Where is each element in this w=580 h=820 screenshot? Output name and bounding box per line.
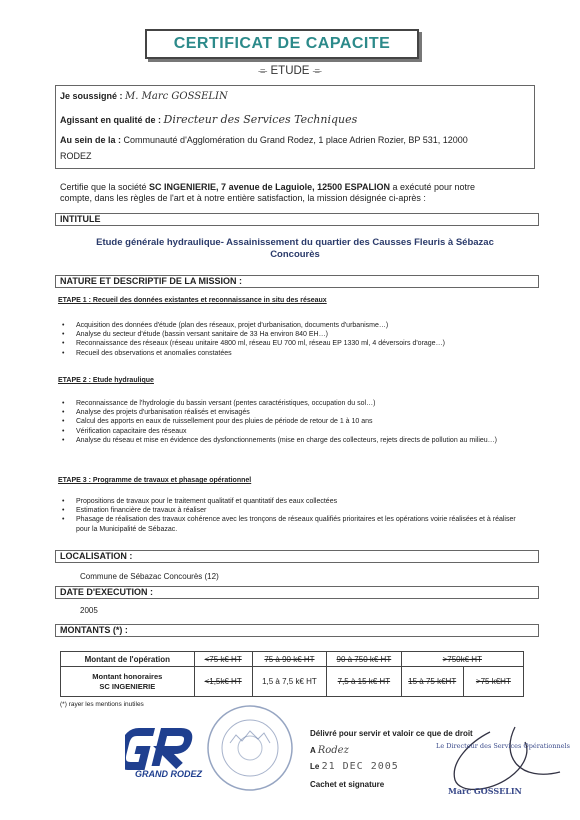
montants-heading: MONTANTS (*) :	[55, 624, 539, 637]
list-item: • Acquisition des données d'étude (plan des réseaux, projet d'urbanisation, documents d'urbanisme…)	[60, 321, 525, 330]
operation-label: Montant de l'opération	[61, 652, 195, 667]
etape2-list	[60, 399, 525, 445]
soussigne-value: M. Marc GOSSELIN	[125, 91, 228, 102]
qualite-value: Directeur des Services Techniques	[163, 113, 358, 126]
intitule-line1: Etude générale hydraulique- Assainissement du quartier des Causses Fleuris à Sébazac	[96, 237, 494, 248]
delivre-text: Délivré pour servir et valoir ce que de droit	[310, 729, 473, 738]
ornament-left-icon: ⌯	[258, 65, 271, 77]
intitule-heading: INTITULE	[55, 213, 539, 226]
qualite-label: Agissant en qualité de :	[60, 115, 162, 125]
certify-post: a exécuté pour notre	[389, 182, 476, 192]
nature-heading: NATURE ET DESCRIPTIF DE LA MISSION :	[55, 275, 539, 288]
cachet-label: Cachet et signature	[310, 780, 385, 789]
sein-value-2: RODEZ	[60, 151, 92, 161]
intitule-line2: Concourès	[270, 249, 320, 260]
date-value: 2005	[80, 606, 98, 615]
list-item: • Phasage de réalisation des travaux cohérence avec les tronçons de réseaux qualifiés prioritaires et les opérations voirie réalisées et à réaliser pour la Municipalité de Sébazac.	[60, 515, 525, 533]
official-stamp	[205, 703, 295, 793]
table-cell: 90 à 750 k€ HT	[327, 652, 401, 667]
certify-paragraph	[60, 182, 530, 204]
honoraires-label-1: Montant honoraires	[92, 671, 163, 681]
place-row	[310, 745, 349, 756]
etape2-title: ETAPE 2 : Etude hydraulique	[58, 377, 154, 384]
qualite-row	[60, 113, 357, 126]
title-box	[145, 29, 419, 59]
signatory-name: Marc GOSSELIN	[448, 786, 522, 796]
list-item: • Analyse du secteur d'étude (bassin versant sanitaire de 33 Ha environ 840 EH…)	[60, 330, 525, 339]
page-subtitle: ETUDE	[270, 65, 310, 77]
table-row	[61, 652, 524, 667]
table-cell: >750k€ HT	[401, 652, 523, 667]
table-cell-selected: 1,5 à 7,5 k€ HT	[252, 667, 326, 697]
date-row	[310, 761, 399, 772]
ornament-right-icon: ⌯	[309, 65, 322, 77]
sein-label: Au sein de la :	[60, 135, 122, 145]
sein-value-1: Communauté d'Agglomération du Grand Rodez, 1 place Adrien Rozier, BP 531, 12000	[123, 135, 468, 145]
signed-date-label: Le	[310, 762, 320, 771]
etape3-list	[60, 497, 525, 534]
table-cell: 15 à 75 k€HT	[401, 667, 463, 697]
soussigne-row	[60, 91, 228, 102]
list-item: • Reconnaissance des réseaux (réseau unitaire 4800 ml, réseau EU 700 ml, réseau EP 1330 ml, 4 déversoirs d'orage…)	[60, 339, 525, 348]
page-title: CERTIFICAT DE CAPACITE	[173, 35, 391, 52]
place-value: Rodez	[317, 745, 349, 756]
place-label: A	[310, 746, 316, 755]
table-cell: 7,5 à 15 k€ HT	[327, 667, 401, 697]
list-item: • Calcul des apports en eaux de ruissellement pour des pluies de période de retour de 1 à 10 ans	[60, 417, 525, 426]
list-item: • Analyse des projets d'urbanisation réalisés et envisagés	[60, 408, 525, 417]
soussigne-label: Je soussigné :	[60, 91, 123, 101]
etape1-list	[60, 321, 525, 358]
localisation-heading: LOCALISATION :	[55, 550, 539, 563]
grand-rodez-logo	[125, 728, 205, 783]
table-row	[61, 667, 524, 697]
etape1-title: ETAPE 1 : Recueil des données existantes et reconnaissance in situ des réseaux	[58, 297, 327, 304]
honoraires-label-2: SC INGENIERIE	[99, 681, 156, 691]
list-item: • Vérification capacitaire des réseaux	[60, 427, 525, 436]
sein-row	[60, 135, 468, 145]
signed-date-value: 21 DEC 2005	[321, 761, 399, 772]
subtitle-row	[0, 65, 580, 78]
logo-text: GRAND RODEZ	[135, 769, 202, 779]
montants-note: (*) rayer les mentions inutiles	[60, 701, 144, 708]
list-item: • Propositions de travaux pour le traitement qualitatif et quantitatif des eaux collectées	[60, 497, 525, 506]
list-item: • Reconnaissance de l'hydrologie du bassin versant (pentes caractéristiques, occupation du sol…)	[60, 399, 525, 408]
montants-table	[60, 651, 524, 697]
list-item: • Analyse du réseau et mise en évidence des dysfonctionnements (mise en charge des collecteurs, rejets directs de pollution au milieu…)	[60, 436, 525, 445]
signature-block	[430, 722, 570, 802]
localisation-value: Commune de Sébazac Concourès (12)	[80, 572, 219, 581]
table-cell: >75 k€HT	[463, 667, 523, 697]
certify-company: SC INGENIERIE, 7 avenue de Laguiole, 12500 ESPALION	[149, 182, 390, 192]
table-cell: 75 à 90 k€ HT	[252, 652, 326, 667]
etape3-title: ETAPE 3 : Programme de travaux et phasage opérationnel	[58, 477, 252, 484]
list-item: • Recueil des observations et anomalies constatées	[60, 349, 525, 358]
certify-pre: Certifie que la société	[60, 182, 150, 192]
stamp-seal-icon	[205, 703, 295, 793]
signatory-title: Le Directeur des Services Opérationnels	[436, 742, 570, 750]
date-heading: DATE D'EXECUTION :	[55, 586, 539, 599]
table-cell: <1,5k€ HT	[194, 667, 252, 697]
table-cell: <75 k€ HT	[194, 652, 252, 667]
list-item: • Estimation financière de travaux à réaliser	[60, 506, 525, 515]
honoraires-label	[61, 667, 195, 697]
certify-line2: compte, dans les règles de l'art et à notre entière satisfaction, la mission désignée ci-après :	[60, 193, 426, 203]
